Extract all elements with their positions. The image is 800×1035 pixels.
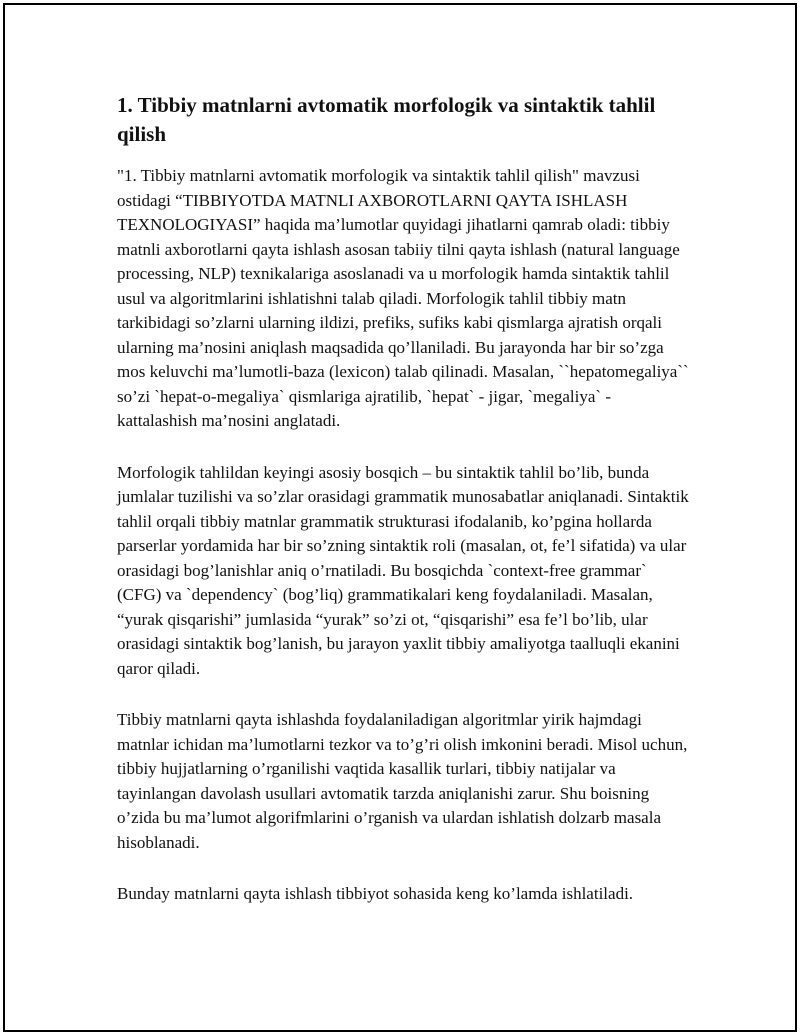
paragraph-intro: "1. Tibbiy matnlarni avtomatik morfologik va sintaktik tahlil qilish" mavzusi ostidagi “TIBBIYOTDA MATNLI AXBOROTLARNI QAYTA ISHLASH TEXNOLOGIYASI” haqida ma’lumotlar quyidagi jihatlarni qamrab oladi: tibbiy matnli axborotlarni qayta ishlash asosan tabiiy tilni qayta ishlash (natural language processing, NLP) texnikalariga asoslanadi va u morfologik hamda sintaktik tahlil usul va algoritmlarini ishlatishni talab qiladi. Morfologik tahlil tibbiy matn tarkibidagi so’zlarni ularning ildizi, prefiks, sufiks kabi qismlarga ajratish orqali ularning ma’nosini aniqlash maqsadida qo’llaniladi. Bu jarayonda har bir so’zga mos keluvchi ma’lumotli-baza (lexicon) talab qilinadi. Masalan, ``hepatomegaliya`` so’zi `hepat-o-megaliya` qismlariga ajratilib, `hepat` - jigar, `megaliya` - kattalashish ma’nosini anglatadi. bbox=[117, 166, 689, 430]
document-body bbox=[117, 91, 691, 934]
paragraph-syntactic-analysis: Morfologik tahlildan keyingi asosiy bosqich – bu sintaktik tahlil bo’lib, bunda jumlalar tuzilishi va so’zlar orasidagi grammatik munosabatlar aniqlanadi. Sintaktik tahlil orqali tibbiy matnlar grammatik strukturasi ifodalanib, ko’pgina hollarda parserlar yordamida har bir so’zning sintaktik roli (masalan, ot, fe’l sifatida) va ular orasidagi bog’lanishlar aniq o’rnatiladi. Bu bosqichda `context-free grammar` (CFG) va `dependency` (bog’liq) grammatikalari keng foydalaniladi. Masalan, “yurak qisqarishi” jumlasida “yurak” so’zi ot, “qisqarishi” esa fe’l bo’lib, ular orasidagi sintaktik bog’lanish, bu jarayon yaxlit tibbiy amaliyotga taalluqli ekanini qaror qiladi. bbox=[117, 462, 689, 678]
paragraph-conclusion: Bunday matnlarni qayta ishlash tibbiyot sohasida keng ko’lamda ishlatiladi. bbox=[117, 884, 634, 903]
document-heading: 1. Tibbiy matnlarni avtomatik morfologik va sintaktik tahlil qilish bbox=[117, 93, 656, 146]
paragraph-algorithms: Tibbiy matnlarni qayta ishlashda foydalaniladigan algoritmlar yirik hajmdagi matnlar ichidan ma’lumotlarni tezkor va to’g’ri olish imkonini beradi. Misol uchun, tibbiy hujjatlarning o’rganilishi vaqtida kasallik turlari, tibbiy natijalar va tayinlangan davolash usullari avtomatik tarzda aniqlanishi zarur. Shu boisning o’zida bu ma’lumot algorifmlarini o’rganish va ulardan ishlatish dolzarb masala hisoblanadi. bbox=[117, 710, 688, 852]
